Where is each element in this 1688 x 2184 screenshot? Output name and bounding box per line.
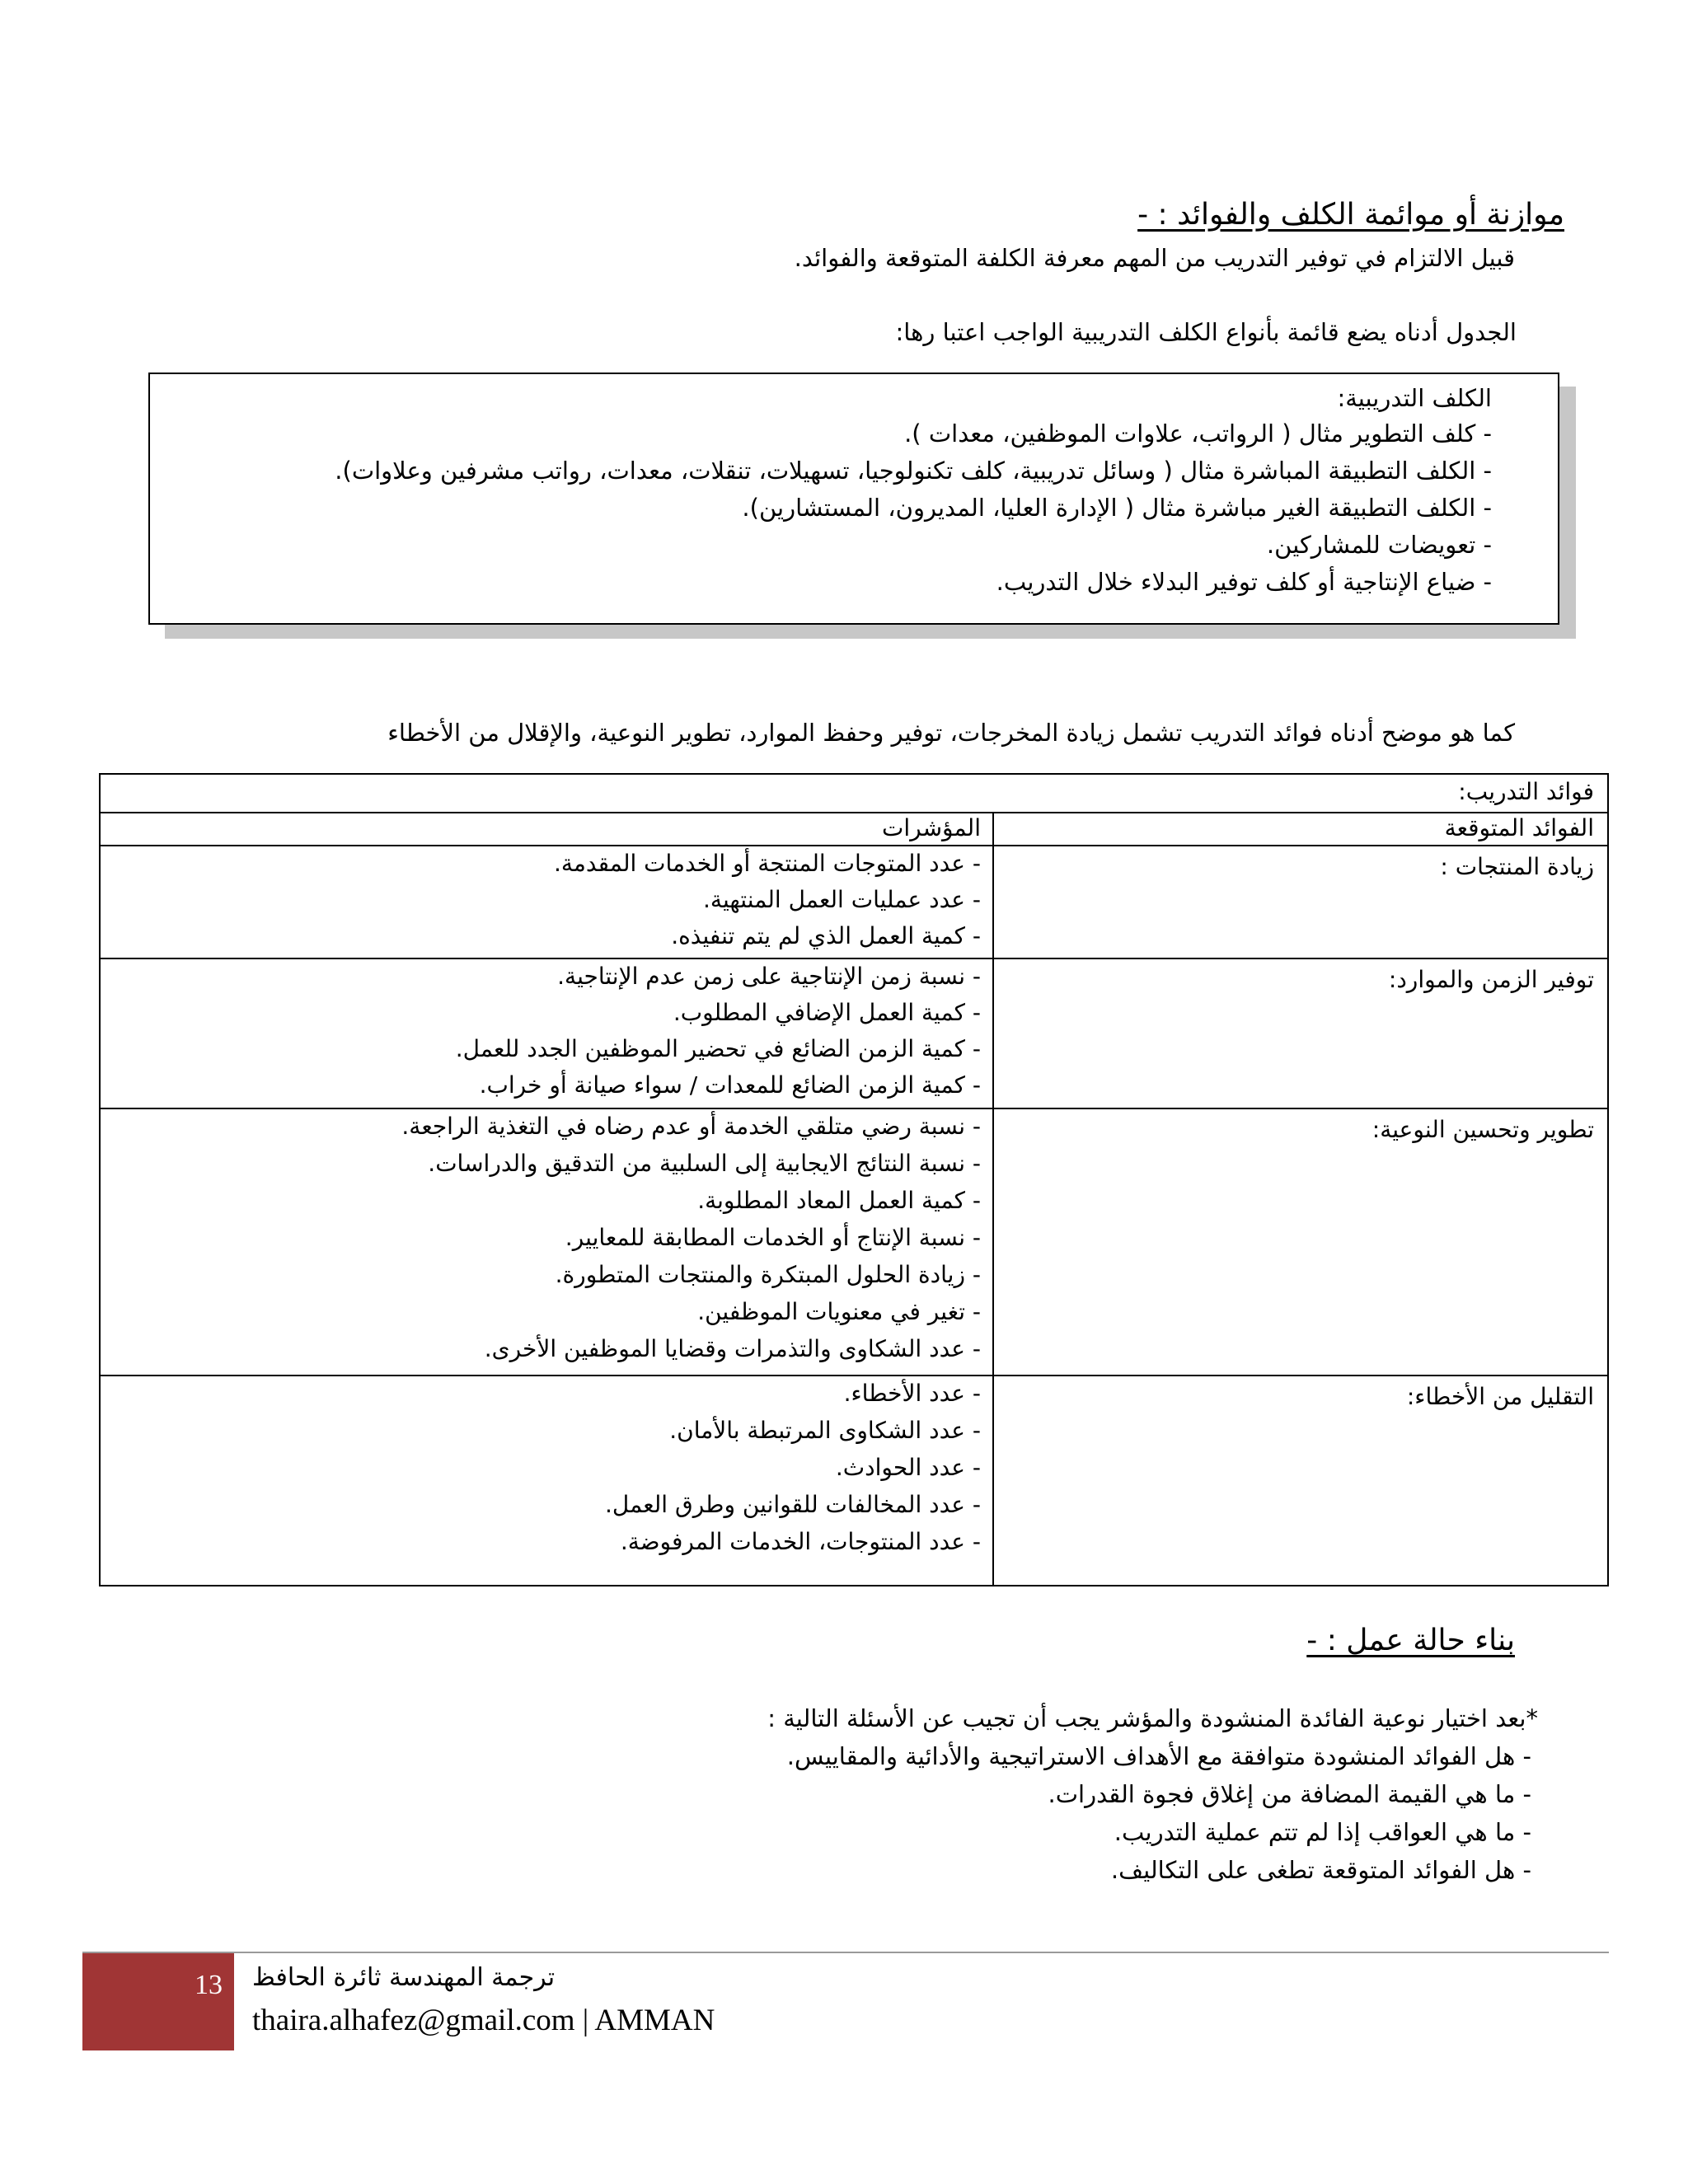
indicator-item: - نسبة الإنتاج أو الخدمات المطابقة للمعايير. (565, 1224, 981, 1251)
table-caption: فوائد التدريب: (1458, 778, 1594, 805)
indicator-item: - نسبة زمن الإنتاجية على زمن عدم الإنتاجية. (557, 963, 981, 990)
cost-item: - ضياع الإنتاجية أو كلف توفير البدلاء خلال التدريب. (996, 568, 1492, 596)
benefit-cell (992, 1109, 1607, 1375)
indicator-item: - كمية العمل الإضافي المطلوب. (673, 999, 981, 1026)
benefit-cell (992, 846, 1607, 958)
cost-item: - الكلف التطبيقة المباشرة مثال ( وسائل تدريبية، كلف تكنولوجيا، تسهيلات، تنقلات، معدات، رواتب مشرفين وعلاوات). (335, 457, 1492, 485)
indicator-item: - كمية الزمن الضائع في تحضير الموظفين الجدد للعمل. (455, 1035, 981, 1062)
table-row (101, 1375, 1607, 1586)
question-item: - ما هي العواقب إذا لم تتم عملية التدريب. (1114, 1818, 1531, 1846)
cost-item: - تعويضات للمشاركين. (1266, 531, 1492, 559)
indicator-item: - زيادة الحلول المبتكرة والمنتجات المتطورة. (555, 1261, 981, 1288)
indicators-cell (101, 1376, 994, 1586)
question-item: - ما هي القيمة المضافة من إغلاق فجوة القدرات. (1048, 1780, 1531, 1808)
table-header-row (101, 812, 1607, 845)
question-item: - هل الفوائد المنشودة متوافقة مع الأهداف الاستراتيجية والأدائية والمقاييس. (786, 1742, 1531, 1770)
header-cell-expected (992, 813, 1607, 845)
table-row (101, 1108, 1607, 1375)
indicator-item: - عدد الأخطاء. (843, 1380, 981, 1407)
indicator-item: - عدد الشكاوى والتذمرات وقضايا الموظفين الأخرى. (484, 1335, 981, 1362)
column-header-indicators: المؤشرات (881, 814, 981, 841)
indicators-cell (101, 846, 994, 958)
benefit-label: التقليل من الأخطاء: (1406, 1383, 1594, 1410)
indicator-item: - عدد الحوادث. (835, 1454, 981, 1481)
footer-divider (82, 1952, 1609, 1953)
indicator-item: - عدد عمليات العمل المنتهية. (703, 886, 981, 913)
section-heading-business-case: بناء حالة عمل : - (1306, 1624, 1515, 1657)
table-intro-paragraph: الجدول أدناه يضع قائمة بأنواع الكلف التدريبية الواجب اعتبا رها: (895, 318, 1517, 346)
table-row (101, 958, 1607, 1108)
question-item: - هل الفوائد المتوقعة تطغى على التكاليف. (1110, 1856, 1531, 1884)
page-number-badge (82, 1953, 234, 2050)
costs-box (148, 373, 1559, 625)
benefit-label: تطوير وتحسين النوعية: (1372, 1116, 1594, 1143)
indicator-item: - كمية العمل الذي لم يتم تنفيذه. (671, 922, 981, 949)
indicator-item: - نسبة النتائج الايجابية إلى السلبية من التدقيق والدراسات. (428, 1150, 981, 1177)
table-row (101, 845, 1607, 958)
section-heading-cost-benefit: موازنة أو موائمة الكلف والفوائد : - (1137, 198, 1564, 232)
column-header-expected-benefits: الفوائد المتوقعة (1444, 814, 1594, 841)
benefit-cell (992, 1376, 1607, 1586)
benefit-label: توفير الزمن والموارد: (1388, 966, 1594, 993)
indicator-item: - عدد المنتوجات، الخدمات المرفوضة. (620, 1528, 981, 1555)
costs-box-title: الكلف التدريبية: (1337, 384, 1492, 412)
benefit-cell (992, 959, 1607, 1108)
benefit-label: زيادة المنتجات : (1440, 853, 1594, 880)
indicators-cell (101, 959, 994, 1108)
footer-author: ترجمة المهندسة ثائرة الحافظ (252, 1963, 556, 1992)
benefits-intro-paragraph: كما هو موضح أدناه فوائد التدريب تشمل زيادة المخرجات، توفير وحفظ الموارد، تطوير النوعية، والإقلال من الأخطاء (387, 719, 1515, 747)
indicator-item: - نسبة رضي متلقي الخدمة أو عدم رضاه في التغذية الراجعة. (401, 1113, 981, 1140)
questions-intro: *بعد اختيار نوعية الفائدة المنشودة والمؤشر يجب أن تجيب عن الأسئلة التالية : (767, 1704, 1538, 1732)
indicator-item: - تغير في معنويات الموظفين. (697, 1298, 981, 1325)
indicators-cell (101, 1109, 994, 1375)
page-number: 13 (195, 1970, 223, 2000)
intro-paragraph: قبيل الالتزام في توفير التدريب من المهم معرفة الكلفة المتوقعة والفوائد. (794, 244, 1515, 272)
footer-contact: thaira.alhafez@gmail.com | AMMAN (252, 2004, 715, 2037)
indicator-item: - كمية الزمن الضائع للمعدات / سواء صيانة أو خراب. (479, 1071, 981, 1099)
header-cell-indicators (101, 813, 994, 845)
cost-item: - الكلف التطبيقة الغير مباشرة مثال ( الإدارة العليا، المديرون، المستشارين). (742, 494, 1492, 522)
indicator-item: - كمية العمل المعاد المطلوبة. (697, 1187, 981, 1214)
cost-item: - كلف التطوير مثال ( الرواتب، علاوات الموظفين، معدات ). (904, 419, 1492, 448)
indicator-item: - عدد المتوجات المنتجة أو الخدمات المقدمة. (553, 850, 981, 877)
indicator-item: - عدد المخالفات للقوانين وطرق العمل. (604, 1491, 981, 1518)
indicator-item: - عدد الشكاوى المرتبطة بالأمان. (669, 1417, 981, 1444)
benefits-table (99, 773, 1609, 1586)
